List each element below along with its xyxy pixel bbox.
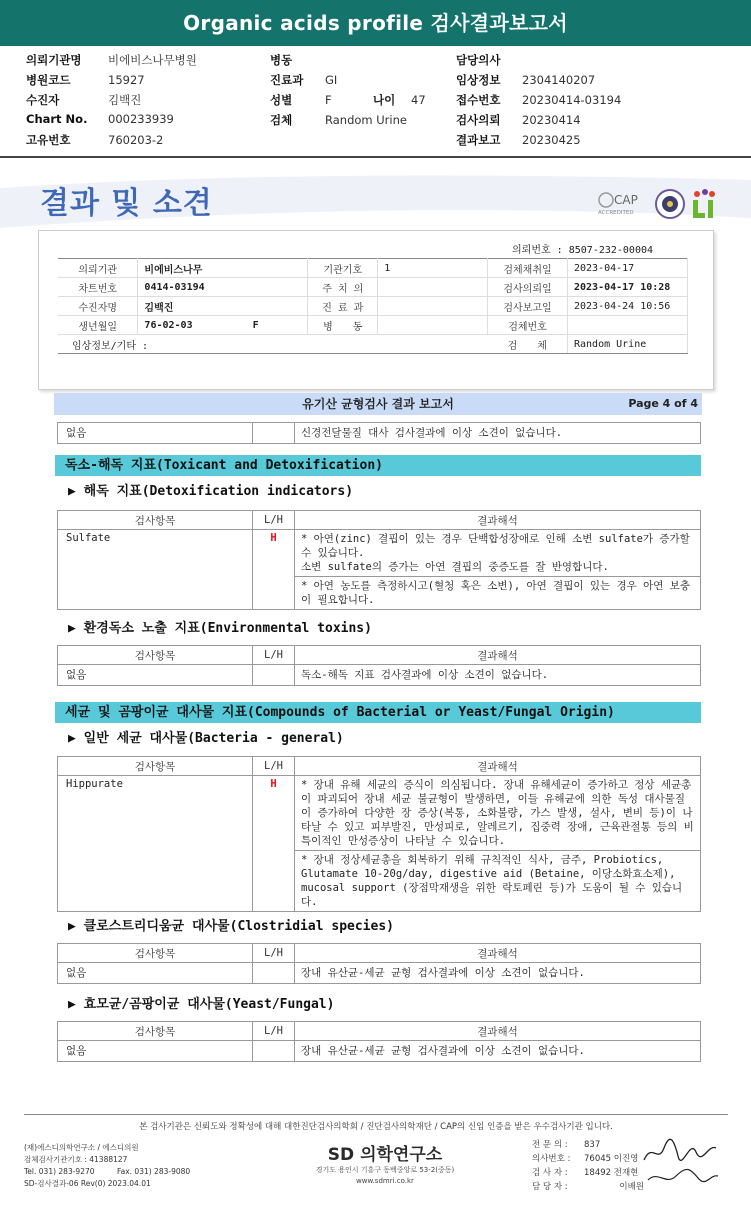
signer-role: 의사번호 :	[532, 1154, 571, 1164]
interpretation-text: 장내 유산균-세균 균형 검사결과에 이상 소견이 없습니다.	[301, 967, 585, 979]
request-number	[512, 241, 653, 256]
col-item-header: 검사항목	[58, 646, 253, 665]
request-label: 검체채취일	[488, 259, 568, 278]
test-item: 없음	[58, 665, 253, 686]
table-row	[58, 963, 701, 984]
signer-role: 검 사 자 :	[532, 1168, 568, 1178]
patient-field	[26, 72, 145, 88]
result-table	[57, 1021, 701, 1062]
lab-info-line: SD-검사결과-06 Rev(0) 2023.04.01	[24, 1179, 151, 1188]
subsection-title: ▶ 효모균/곰팡이균 대사물(Yeast/Fungal)	[68, 997, 335, 1012]
request-label: 의뢰기관	[58, 259, 138, 278]
patient-field	[270, 52, 325, 68]
patient-field-label: 병원코드	[26, 73, 71, 87]
request-label: 기관기호	[308, 259, 378, 278]
patient-field-label: 의뢰기관명	[26, 53, 82, 67]
request-label: 차트번호	[58, 278, 138, 297]
col-lh-header: L/H	[253, 646, 295, 665]
cap-logo-text: CAP	[614, 193, 638, 207]
sd-logo	[310, 1140, 460, 1187]
report-subtitle: 유기산 균형검사 결과 보고서	[302, 397, 454, 411]
request-table	[58, 258, 688, 354]
lab-address: 경기도 용인시 기흥구 동백중앙로 53-2(중동)	[315, 1166, 455, 1174]
interpretation-text: * 장내 정상세균총을 회복하기 위해 규칙적인 식사, 금주, Probiotics, Glutamate 10-20g/day, digestive aid (Betaine, 이당소화효소제), mucosal support (장점막재생을 위한 락토페린 등)가 도움이 될 수 있습니다.	[295, 850, 700, 911]
request-label: 수진자명	[58, 297, 138, 316]
lab-info-line: Tel. 031) 283-9270 Fax. 031) 283-9080	[24, 1167, 191, 1176]
patient-field-value: 2304140207	[522, 73, 596, 87]
request-number-value: 8507-232-00004	[568, 245, 654, 256]
result-table	[57, 645, 701, 686]
patient-field-value: 47	[411, 93, 426, 107]
request-value: Random Urine	[568, 335, 688, 354]
l3-logo	[692, 189, 715, 225]
patient-field-label: 성별	[270, 93, 293, 107]
request-value: 비에비스나무	[138, 259, 308, 278]
request-row	[58, 335, 688, 354]
result-table	[57, 510, 701, 610]
col-item-header: 검사항목	[58, 511, 253, 530]
cap-logo-sub: ACCREDITED	[598, 210, 634, 216]
l3-logo-text: L3	[692, 224, 694, 225]
patient-field	[456, 132, 581, 148]
lab-info-line: 검체검사기관기호 : 41388127	[24, 1155, 128, 1164]
lh-flag	[253, 963, 295, 984]
patient-field-value: 20230414	[522, 113, 581, 127]
col-interp-header: 결과해석	[295, 511, 701, 530]
request-value	[378, 278, 488, 297]
patient-field	[26, 112, 174, 126]
subsection-title: ▶ 클로스트리디움균 대사물(Clostridial species)	[68, 919, 394, 934]
request-label: 병 동	[308, 316, 378, 335]
patient-field-value: 760203-2	[108, 133, 164, 147]
lh-flag	[253, 423, 295, 444]
table-header-row	[58, 757, 701, 776]
signer-row	[532, 1152, 644, 1166]
lab-info	[24, 1142, 190, 1190]
interpretation	[295, 963, 701, 984]
request-value	[138, 316, 308, 335]
interpretation	[295, 423, 701, 444]
request-label: 검사의뢰일	[488, 278, 568, 297]
sex: F	[252, 319, 259, 331]
interpretation-text: 신경전달물질 대사 검사결과에 이상 소견이 없습니다.	[301, 427, 563, 439]
signer-row	[532, 1138, 644, 1152]
patient-field	[26, 132, 163, 148]
interpretation-text: 장내 유산균-세균 균형 검사결과에 이상 소견이 없습니다.	[301, 1045, 585, 1057]
divider	[0, 156, 751, 158]
result-table	[57, 943, 701, 984]
patient-field-label: Chart No.	[26, 112, 88, 126]
signer-value: 18492 전재현	[584, 1168, 639, 1178]
section-band: 세균 및 곰팡이균 대사물 지표(Compounds of Bacterial or Yeast/Fungal Origin)	[55, 702, 701, 723]
lh-flag: H	[253, 530, 295, 610]
interpretation	[295, 1041, 701, 1062]
col-lh-header: L/H	[253, 1022, 295, 1041]
request-row	[58, 278, 688, 297]
result-table	[57, 422, 701, 444]
patient-field	[373, 92, 426, 108]
patient-info	[0, 52, 751, 156]
request-label: 검 체	[488, 335, 568, 354]
col-interp-header: 결과해석	[295, 944, 701, 963]
col-interp-header: 결과해석	[295, 646, 701, 665]
col-interp-header: 결과해석	[295, 1022, 701, 1041]
interpretation-text: * 장내 유해 세균의 증식이 의심됩니다. 장내 유해세균이 증가하고 정상 세균총이 파괴되어 장내 세균 불균형이 발생하면, 이들 유해균에 의한 독성 대사물질이 증가하여 다양한 장 증상(복통, 소화불량, 가스 발생, 설사, 변비 등)이 나타날 수 있고 피부발진, 만성피로, 알레르기, 집중력 장애, 근육관절통 등의 비특이적인 만성증상이 나타날 수 있습니다.	[301, 779, 694, 847]
patient-field-label: 병동	[270, 53, 293, 67]
col-lh-header: L/H	[253, 757, 295, 776]
interpretation	[295, 665, 701, 686]
result-table	[57, 756, 701, 912]
request-value: 0414-03194	[138, 278, 308, 297]
request-value: 1	[378, 259, 488, 278]
patient-field-label: 결과보고	[456, 133, 501, 147]
patient-field	[26, 92, 141, 108]
col-lh-header: L/H	[253, 944, 295, 963]
patient-field	[26, 52, 197, 68]
seal-logo	[656, 190, 684, 218]
section-band: 독소-해독 지표(Toxicant and Detoxification)	[55, 455, 701, 476]
col-item-header: 검사항목	[58, 757, 253, 776]
table-header-row	[58, 646, 701, 665]
patient-field	[456, 52, 522, 68]
lh-flag	[253, 1041, 295, 1062]
request-row	[58, 297, 688, 316]
request-row	[58, 259, 688, 278]
patient-field-label: 검체	[270, 113, 293, 127]
page-number: Page 4 of 4	[628, 397, 698, 410]
patient-field-value: GI	[325, 73, 338, 87]
birthdate: 76-02-03	[144, 319, 193, 331]
interpretation-text: 독소-해독 지표 검사결과에 이상 소견이 없습니다.	[301, 669, 549, 681]
subsection-title: ▶ 일반 세균 대사물(Bacteria - general)	[68, 731, 344, 746]
interpretation	[295, 776, 701, 912]
table-header-row	[58, 1022, 701, 1041]
request-value: 2023-04-24 10:56	[568, 297, 688, 316]
lab-info-line: (재)에스디의학연구소 / 에스디의원	[24, 1143, 139, 1152]
signer-value: 76045 이진영	[584, 1154, 639, 1164]
signer-role: 전 문 의 :	[532, 1140, 568, 1150]
test-item: Hippurate	[58, 776, 253, 912]
request-label: 검사보고일	[488, 297, 568, 316]
request-value	[568, 316, 688, 335]
report-title-bar: Organic acids profile 검사결과보고서	[0, 0, 751, 46]
patient-field-label: 임상정보	[456, 73, 501, 87]
table-row	[58, 530, 701, 610]
patient-field-label: 수진자	[26, 93, 60, 107]
request-label: 생년월일	[58, 316, 138, 335]
accreditation-logos	[596, 186, 726, 226]
patient-field-value: Random Urine	[325, 113, 407, 127]
subsection-title: ▶ 해독 지표(Detoxification indicators)	[68, 484, 354, 499]
interpretation-text: * 아연 농도를 측정하시고(혈청 혹은 소변), 아연 결핍이 있는 경우 아연 보충이 필요합니다.	[295, 576, 700, 609]
table-row	[58, 665, 701, 686]
table-header-row	[58, 944, 701, 963]
patient-field-label: 접수번호	[456, 93, 501, 107]
request-value: 2023-04-17	[568, 259, 688, 278]
patient-field-value: 20230425	[522, 133, 581, 147]
signers	[532, 1138, 644, 1194]
request-number-label: 의뢰번호 :	[512, 245, 563, 256]
patient-field-label: 담당의사	[456, 53, 501, 67]
lh-flag	[253, 665, 295, 686]
cap-logo	[598, 193, 638, 216]
table-row	[58, 776, 701, 912]
test-item: 없음	[58, 963, 253, 984]
section-title: 결과 및 소견	[40, 186, 213, 221]
patient-field-label: 나이	[373, 93, 396, 107]
patient-field-value: 000233939	[108, 112, 174, 126]
lh-flag: H	[253, 776, 295, 912]
patient-field-value: 비에비스나무병원	[108, 53, 197, 67]
signature	[638, 1134, 722, 1194]
page-header	[54, 393, 702, 415]
table-row	[58, 423, 701, 444]
subsection-title: ▶ 환경독소 노출 지표(Environmental toxins)	[68, 621, 372, 636]
signer-role: 담 당 자 :	[532, 1182, 568, 1192]
signer-value: 837	[584, 1140, 601, 1150]
request-row	[58, 316, 688, 335]
col-interp-header: 결과해석	[295, 757, 701, 776]
patient-field-value: 김백진	[108, 93, 142, 107]
patient-field-label: 진료과	[270, 73, 304, 87]
signer-row	[532, 1166, 644, 1180]
patient-field	[270, 72, 337, 88]
col-item-header: 검사항목	[58, 944, 253, 963]
request-value: 2023-04-17 10:28	[568, 278, 688, 297]
patient-field	[456, 92, 621, 108]
patient-field-value: F	[325, 93, 332, 107]
patient-field-label: 검사의뢰	[456, 113, 501, 127]
test-item: 없음	[58, 1041, 253, 1062]
patient-field	[270, 92, 332, 108]
col-lh-header: L/H	[253, 511, 295, 530]
request-value: 김백진	[138, 297, 308, 316]
request-value	[378, 297, 488, 316]
signer-row	[532, 1180, 644, 1194]
table-header-row	[58, 511, 701, 530]
request-label: 주 치 의	[308, 278, 378, 297]
interpretation	[295, 530, 701, 610]
request-value	[378, 316, 488, 335]
lab-website: www.sdmri.co.kr	[356, 1177, 414, 1185]
col-item-header: 검사항목	[58, 1022, 253, 1041]
patient-field-value: 15927	[108, 73, 145, 87]
sd-logo-name: SD 의학연구소	[327, 1145, 443, 1165]
patient-field	[456, 72, 595, 88]
signer-value: 이배원	[619, 1182, 644, 1192]
accreditation-notice: 본 검사기관은 신뢰도와 정확성에 대해 대한진단검사의학회 / 진단검사의학재단 / CAP의 신임 인증을 받은 우수검사기관 입니다.	[24, 1114, 728, 1132]
patient-field-value: 20230414-03194	[522, 93, 622, 107]
clinical-info: 임상정보/기타 :	[58, 335, 488, 354]
request-label: 진 료 과	[308, 297, 378, 316]
interpretation-text: * 아연(zinc) 결핍이 있는 경우 단백합성장애로 인해 소변 sulfate가 증가할 수 있습니다. 소변 sulfate의 증가는 아연 결핍의 중증도를 잘 반영합니다.	[301, 533, 690, 573]
request-label: 검체번호	[488, 316, 568, 335]
patient-field	[270, 112, 407, 128]
test-item: 없음	[58, 423, 253, 444]
table-row	[58, 1041, 701, 1062]
patient-field	[456, 112, 581, 128]
patient-field-label: 고유번호	[26, 133, 71, 147]
test-item: Sulfate	[58, 530, 253, 610]
